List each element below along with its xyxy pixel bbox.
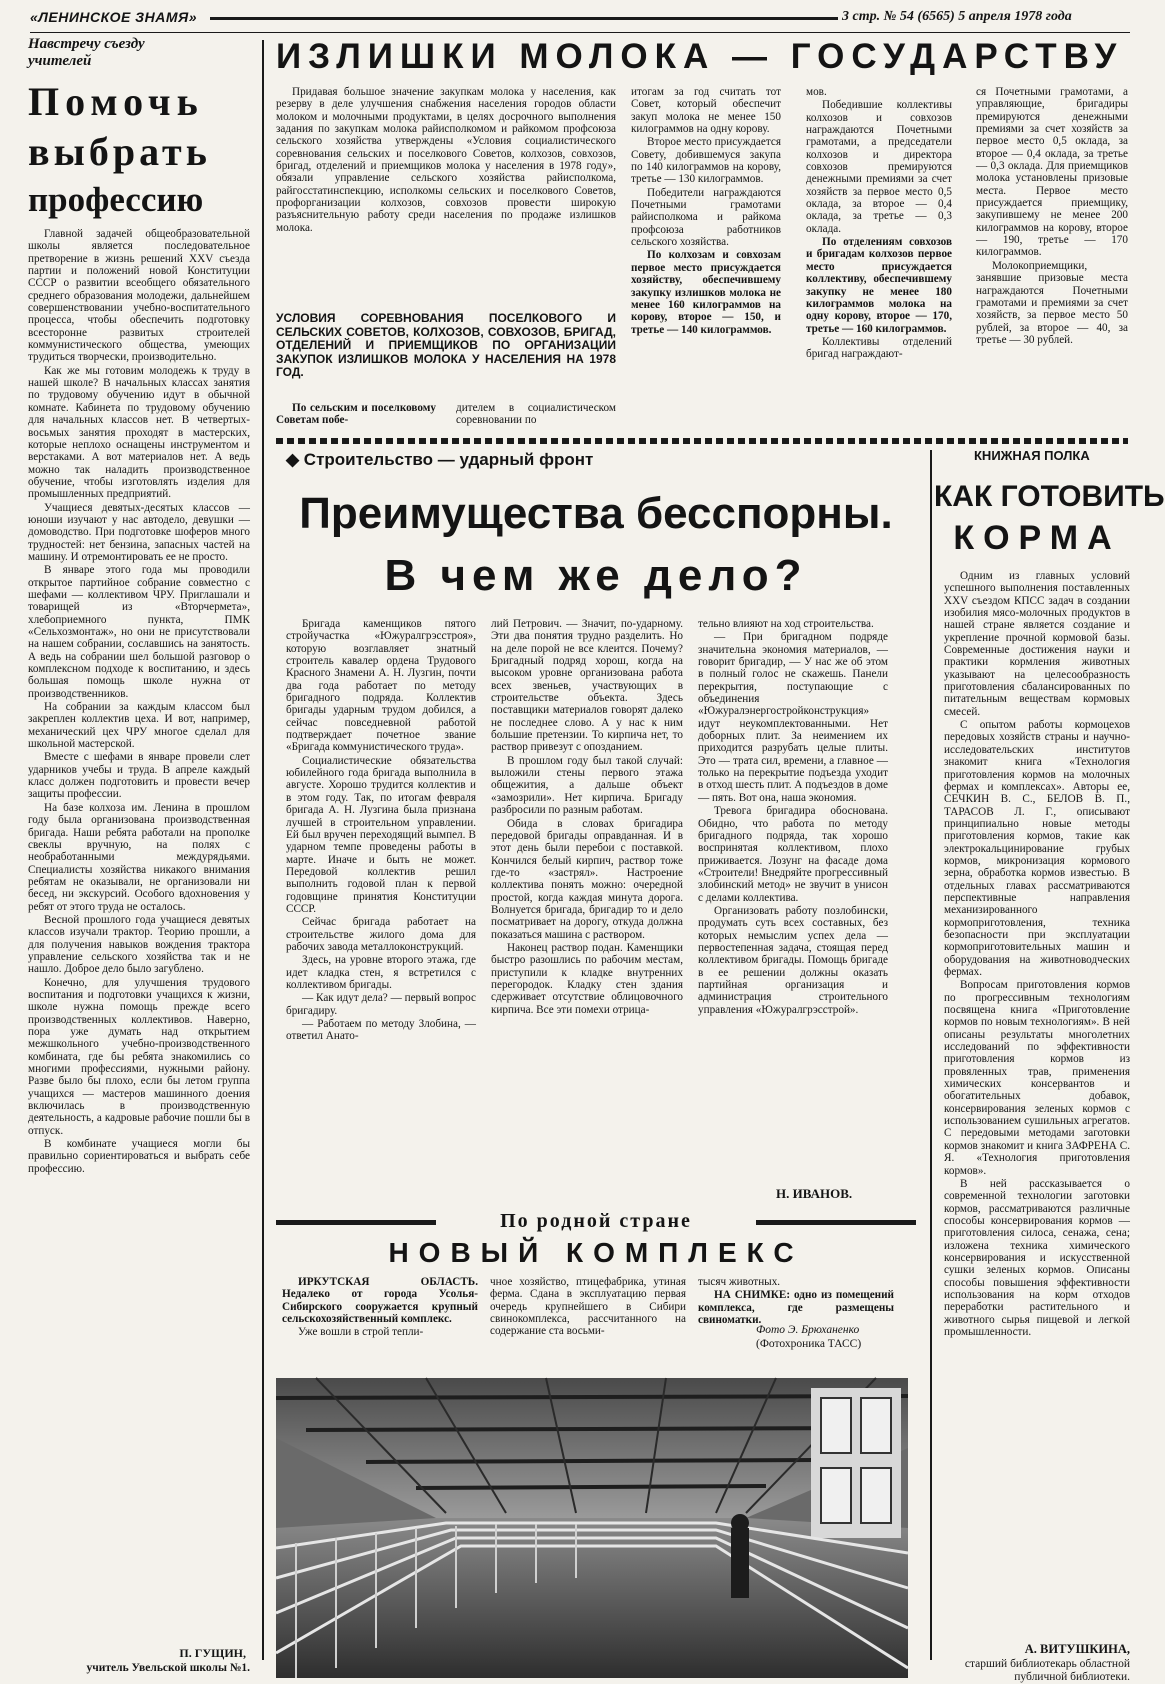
bottom-rubric-rule-right bbox=[756, 1220, 916, 1225]
middle-paragraph: В прошлом году был такой случай: выложили стены первого этажа общежития, а дальше объект «замозрили». Нет кирпича. Бригаду разбросили по разным работам. bbox=[491, 754, 683, 817]
right-signature-name: А. ВИТУШКИНА, bbox=[1024, 1642, 1130, 1656]
right-signature-role: старший библиотекарь областной публичной библиотеки. bbox=[964, 1658, 1130, 1683]
left-title-line2: выбрать bbox=[28, 129, 211, 174]
left-column-divider bbox=[262, 40, 264, 1660]
left-paragraph: В январе этого года мы проводили открытое партийное собрание совместно с шефами — коллективом ЧРУ. Приглашали и товарищей из «Вторчермета», хлебоприемного пункта, ПМК «Сельхозмонтаж», но они не присутствовали на нашем собрании, сославшись на занятость. А ведь на собрании шел большой разговор о комплексном подходе к воспитанию, и здесь большая помощь школе нужна от производственников. bbox=[28, 564, 250, 700]
top-paragraph: итогам за год считать тот Совет, который обеспечит закуп молока не менее 150 килограммов на одну корову. bbox=[631, 86, 781, 136]
masthead-rule-left bbox=[210, 17, 838, 20]
left-paragraph: Как же мы готовим молодежь к труду в нашей школе? В начальных классах занятия по трудовому обучению идут в обычной комнате. Кабинета по трудовому обучению для начальных классов нет. В четвертых-восьмых занятия проходят в мастерских, которые неплохо оснащены инструментом и верстаками. А вот материалов нет. А ведь можно так наладить производственное обучение, чтобы изготовлять изделия для промышленных предприятий. bbox=[28, 364, 250, 501]
top-col1-tail-left bbox=[276, 402, 436, 432]
diamond-icon: ◆ bbox=[286, 450, 304, 469]
middle-paragraph: — Работаем по методу Злобина, — ответил Анато- bbox=[286, 1018, 476, 1043]
top-article-bottom-rule bbox=[276, 438, 1128, 444]
left-paragraph: Вместе с шефами в январе провели слет ударников учебы и труда. В апреле каждый класс должен подготовить и провести вечер защиты профессии. bbox=[28, 751, 250, 801]
top-paragraph: По колхозам и совхозам первое место присуждается хозяйству, обеспечившему закупку излишков молока не менее 160 килограммов на корову, второе — 150, и третье — 140 килограммов. bbox=[631, 249, 781, 336]
left-signature-name: П. ГУЩИН, bbox=[179, 1646, 246, 1660]
left-signature-role: учитель Увельской школы №1. bbox=[86, 1662, 250, 1674]
right-paragraph: Вопросам приготовления кормов по прогрессивным технологиям посвящена книга «Приготовление кормов по новым технологиям». В ней описаны результаты многолетних исследований по эффективности приготовления кормов из провяленных трав, применения химических консервантов и обогатительных добавок, консервирования зеленых кормов с использованием сушильных агрегатов. С передовыми методами заготовки кормов знакомит и книга ЗАФРЕНА С. Я. «Технология приготовления кормов». bbox=[944, 979, 1130, 1177]
bottom-rubric: По родной стране bbox=[500, 1210, 692, 1232]
bottom-paragraph: Уже вошли в строй тепли- bbox=[298, 1326, 424, 1339]
middle-paragraph: Обида в словах бригадира передовой бригады оправданная. И в этот день были перебои с поставкой. Кончился белый кирпич, раствор тоже где-то «застрял». Настроение коллектива понять можно: очередной простой, когда каждая минута дорога. Волнуется бригада, бригадир то и дело посматривает на дорогу, откуда должна показаться машина с раствором. bbox=[491, 817, 683, 941]
bottom-col2 bbox=[490, 1276, 686, 1356]
middle-paragraph: — При бригадном подряде значительна экономия материалов, — говорит бригадир, — У нас же об этом в полный голос не скажешь. Панели перекрытия, поступающие с объединения «Южуралэнергостройконструкция» идут неукомплектованными. Нет доборных плит. За неимением их приходится разрубать целые плиты. Это — трата сил, времени, а главное — только на перекрытие подъезда уходит в отход шесть плит. А подъездов в доме — пять. Вот она, наша экономия. bbox=[698, 631, 888, 804]
right-title-line1: КАК ГОТОВИТЬ bbox=[934, 480, 1165, 513]
top-paragraph: мов. bbox=[806, 86, 827, 98]
top-paragraph: дителем в социалистическом соревновании по bbox=[456, 402, 616, 427]
middle-paragraph: Организовать работу позлобински, продумать суть всех составных, без которых немыслим успех дела — первостепенная задача, стоящая перед коллективом бригады. Помощь бригаде в ее решении должны оказать партийная организация и администрация строительного управления «Южуралгрэсстрой». bbox=[698, 904, 888, 1016]
middle-article bbox=[276, 450, 916, 1210]
top-paragraph: Победители награждаются Почетными грамотами райисполкома и райкома профсоюза работников сельского хозяйства. bbox=[631, 186, 781, 249]
middle-paragraph: Наконец раствор подан. Каменщики быстро разошлись по рабочим местам, приступили к кладке внутренних перегородок. Кладку стен здания сдерживает отсутствие облицовочного кирпича. Все эти помехи отрица- bbox=[491, 941, 683, 1016]
left-paragraph: Главной задачей общеобразовательной школы является последовательное претворение в жизнь решений XXV съезда партии и положений новой Конституции СССР о развитии всеобщего обязательного среднего образования молодежи, дальнейшем совершенствовании учебно-воспитательного процесса, чтобы обеспечить подготовку всесторонне развитых строителей коммунистического общества, умеющих трудиться творчески, производительно. bbox=[28, 228, 250, 364]
bottom-paragraph: НА СНИМКЕ: одно из помещений комплекса, где размещены свиноматки. bbox=[698, 1289, 894, 1327]
left-paragraph: Конечно, для улучшения трудового воспитания и подготовки учащихся к жизни, школе нужна помощь прежде всего производственных коллективов. Наверно, пора уже думать над открытием межшкольного учебно-производственного комбината, где бы ребята знакомились со многими профессиями, нужными району. Разве было бы плохо, если бы летом группа учащихся — мастеров машинного доения включилась в производственную деятельность, а кадровые рабочие пошли бы в отпуск. bbox=[28, 976, 250, 1137]
right-paragraph: Одним из главных условий успешного выполнения поставленных XXV съездом КПСС задач в создании изобилия мясо-молочных продуктов в нашей стране является создание и укрепление прочной кормовой базы. Современные достижения науки и практики кормления животных указывают на целесообразность приготовления сбалансированных по питательным веществам кормовых смесей. bbox=[944, 570, 1130, 718]
middle-paragraph: Тревога бригадира обоснована. Обидно, что работа по методу бригадного подряда, так хорошо воспринятая коллективом, плохо приживается. Лозунг на фасаде дома «Строители! Внедряйте прогрессивный злобинский метод» не звучит в унисон с делами коллектива. bbox=[698, 805, 888, 904]
top-paragraph: По сельским и поселковому Советам побе- bbox=[276, 402, 436, 427]
left-body bbox=[28, 228, 250, 1638]
left-rubric: Навстречу съезду учителей bbox=[28, 36, 145, 69]
left-article bbox=[28, 34, 250, 1682]
masthead bbox=[0, 0, 1159, 36]
left-title-line3: профессию bbox=[28, 180, 204, 219]
top-article bbox=[276, 34, 1128, 434]
right-paragraph: С опытом работы кормоцехов передовых хозяйств страны и научно-исследовательских институтов знакомит книга «Технология приготовления кормов на молочных фермах и комплексах». Авторы ее, СЕЧКИН В. С., БЕЛОВ В. П., ТАРАСОВ Л. Г., описывают принципиально новые методы приготовления кормов, такие как электрокальцинирование грубых кормов, микронизация кормового зерна, обработка кормов известью. В отдельных главах рассматриваются перспективные направления механизированного кормоприготовления, техника безопасности при эксплуатации кормоприготовительных машин и оборудования на животноводческих фермах. bbox=[944, 719, 1130, 978]
right-paragraph: В ней рассказывается о современной технологии заготовки кормов, рассматриваются различные способы консервирования кормов — приготовления силоса, сенажа, сена; изложена техника химического консервирования и искусственной сушки зеленых кормов. Описаны способы повышения эффективности использования на корм отходов переработки растительного и животного сырья пищевой и легкой промышленности. bbox=[944, 1177, 1130, 1338]
masthead-rule-bottom bbox=[30, 32, 1130, 33]
right-body bbox=[944, 570, 1130, 1634]
photo-credit-line1: Фото Э. Брюханенко bbox=[756, 1324, 860, 1336]
top-col4 bbox=[976, 86, 1128, 432]
left-paragraph: На собрании за каждым классом был закреплен коллектив цеха. И вот, например, механический цех ЧРУ многое сделал для школьной мастерской. bbox=[28, 701, 250, 751]
middle-paragraph: Бригада каменщиков пятого стройучастка «Южуралгрэсстроя», которую возглавляет знатный строитель кавалер ордена Трудового Красного Знамени А. Н. Лузгин, почти два года работает по методу бригадного подряда. Коллектив бригады ударным трудом добился, а сейчас повседневной работой подтверждает почетное звание «Бригада коммунистического труда». bbox=[286, 618, 476, 754]
bottom-article bbox=[276, 1208, 916, 1682]
top-headline: ИЗЛИШКИ МОЛОКА — ГОСУДАРСТВУ bbox=[276, 37, 1124, 76]
middle-paragraph: Здесь, на уровне второго этажа, где идет кладка стен, я встретился с коллективом бригады. bbox=[286, 954, 476, 991]
top-paragraph: ся Почетными грамотами, а управляющие, бригадиры премируются денежными премиями за счет хозяйств за первое место 0,5 оклада, за второе — 0,4 оклада, за третье — 0,3 оклада. Для приемщиков молока установлены призовые места. Первое место присуждается приемщику, закупившему не менее 200 килограммов на корову, второе — 190, третье — 170 килограммов. bbox=[976, 86, 1128, 259]
top-col1-tail-right bbox=[456, 402, 616, 432]
right-title-line2: КОРМА bbox=[953, 519, 1121, 557]
middle-col2 bbox=[491, 618, 683, 1206]
middle-paragraph: тельно влияют на ход строительства. bbox=[698, 618, 874, 630]
top-paragraph: Молокоприемщики, занявшие призовые места награждаются Почетными грамотами и премиями за счет хозяйств, за первое место 50 рублей, за второе — 40, за третье — 30 рублей. bbox=[976, 259, 1128, 346]
top-col3 bbox=[806, 86, 952, 432]
top-paragraph: Коллективы отделений бригад награждают- bbox=[806, 335, 952, 361]
left-paragraph: Весной прошлого года учащиеся девятых классов изучали трактор. Теорию прошли, а для получения навыков вождения трактора управление сельского хозяйства так и не нашло. Доброе дело было загублено. bbox=[28, 913, 250, 976]
middle-paragraph: лий Петрович. — Значит, по-ударному. Эти два понятия трудно разделить. Но на деле порой не все клеится. Почему? Бригадный подряд хорош, когда на высоком уровне организована работа всех звеньев, участвующих в строительстве объекта. Здесь поставщики материалов говорят далеко не последнее слово. А у нас к ним большие претензии. То кирпича нет, то раствор привезут с опозданием. bbox=[491, 618, 683, 754]
left-paragraph: Учащиеся девятых-десятых классов — юноши изучают у нас автодело, девушки — домоводство. При подготовке шоферов много трудностей: нет бензина, запасных частей на машину. И отремонтировать ее не просто. bbox=[28, 501, 250, 563]
top-paragraph: Победившие коллективы колхозов и совхозов награждаются Почетными грамотами, а председатели колхозов и директора совхозов премируются денежными премиями за счет хозяйств за первое место 0,5 оклада, за второе — 0,4 оклада, за третье — 0,3 оклада. bbox=[806, 99, 952, 235]
middle-paragraph: Сейчас бригада работает на строительстве жилого дома для рабочих завода металлоконструкций. bbox=[286, 916, 476, 953]
photo-credit-line2: (Фотохроника ТАСС) bbox=[756, 1338, 862, 1350]
top-subheadline: УСЛОВИЯ СОРЕВНОВАНИЯ ПОСЕЛКОВОГО И СЕЛЬСКИХ СОВЕТОВ, КОЛХОЗОВ, СОВХОЗОВ, БРИГАД, ОТДЕЛЕНИЙ И ПРИЕМЩИКОВ ПО ОРГАНИЗАЦИИ ЗАКУПОК ИЗЛИШКОВ МОЛОКА У НАСЕЛЕНИЯ НА 1978 ГОД. bbox=[276, 311, 616, 379]
issue-info: 3 стр. № 54 (6565) 5 апреля 1978 года bbox=[842, 9, 1072, 24]
middle-paragraph: Социалистические обязательства юбилейного года бригада выполнила в августе. Хорошо трудится коллектив и в этом году. Так, по итогам февраля бригада А. Н. Лузгина была признана лучшей в строительном управлении. Ей был вручен переходящий вымпел. В ударном темпе проведены работы в марте. Иначе и быть не может. Передовой коллектив решил выполнить годовой план к первой годовщине принятия Конституции СССР. bbox=[286, 754, 476, 915]
top-paragraph: По отделениям совхозов и бригадам колхозов первое место присуждается коллективу, обеспечившему закупку не менее 180 килограммов молока на одну корову, второе — 170, третье — 160 килограммов. bbox=[806, 236, 952, 335]
top-paragraph: Придавая большое значение закупкам молока у населения, как резерву в деле улучшения снабжения населения городов области молоком и молочными продуктами, в целях досрочного выполнения задания по закупкам молока райисполкомом и райкомом профсоюза сельского хозяйства утверждены «Условия социалистического соревнования сельских и поселкового Советов, колхозов, совхозов, бригад, отделений и приемщиков молока у населения в 1978 году», обязали управление сельского хозяйства райисполкома, райгосстатинспекцию, исполкомы сельских и поселкового Советов, профорганизации колхозов, совхозов провести широкую разъяснительную работу среди населения по продаже излишков молока. bbox=[276, 86, 616, 234]
right-rubric: КНИЖНАЯ ПОЛКА bbox=[974, 448, 1090, 463]
barn-photo bbox=[276, 1378, 908, 1678]
top-paragraph: Второе место присуждается Совету, добившемуся закупа по 140 килограммов на корову, третье — 130 килограммов. bbox=[631, 136, 781, 186]
middle-col3 bbox=[698, 618, 888, 1176]
left-paragraph: В комбинате учащиеся могли бы правильно сориентироваться и выбрать себе профессию. bbox=[28, 1138, 250, 1175]
right-column-divider bbox=[930, 450, 932, 1660]
bottom-paragraph: чное хозяйство, птицефабрика, утиная ферма. Сдана в эксплуатацию первая очередь крупнейшего в Сибири свинокомплекса, рассчитанного на содержание ста восьми- bbox=[490, 1276, 686, 1338]
right-article bbox=[934, 448, 1165, 1683]
bottom-paragraph: тысяч животных. bbox=[698, 1276, 781, 1288]
middle-rubric-text: Строительство — ударный фронт bbox=[303, 450, 594, 469]
top-col2 bbox=[631, 86, 781, 432]
middle-rubric bbox=[286, 450, 593, 470]
middle-headline-line2: В чем же дело? bbox=[384, 551, 808, 600]
paper-name: «ЛЕНИНСКОЕ ЗНАМЯ» bbox=[30, 9, 198, 25]
bottom-paragraph: ИРКУТСКАЯ ОБЛАСТЬ. Недалеко от города Усолья-Сибирского сооружается крупный сельскохозяйственный комплекс. bbox=[282, 1276, 478, 1326]
middle-signature: Н. ИВАНОВ. bbox=[776, 1186, 853, 1201]
bottom-col3 bbox=[698, 1276, 894, 1327]
middle-headline-line1: Преимущества бесспорны. bbox=[299, 489, 893, 538]
top-col1 bbox=[276, 86, 616, 306]
middle-col1 bbox=[286, 618, 476, 1206]
left-title-line1: Помочь bbox=[28, 79, 204, 124]
bottom-rubric-rule-left bbox=[276, 1220, 436, 1225]
bottom-headline: НОВЫЙ КОМПЛЕКС bbox=[388, 1237, 804, 1268]
bottom-col1 bbox=[282, 1276, 478, 1356]
middle-paragraph: — Как идут дела? — первый вопрос бригадиру. bbox=[286, 992, 476, 1017]
left-paragraph: На базе колхоза им. Ленина в прошлом году была организована производственная бригада. Наши ребята работали на прополке свеклы вручную, на полях с необработанными междурядьями. Специалисты хозяйства никакого внимания ребятам не оказывали, не организовали ни бесед, ни экскурсий. Особого вдохновения у ребят от этого труда не осталось. bbox=[28, 801, 250, 913]
